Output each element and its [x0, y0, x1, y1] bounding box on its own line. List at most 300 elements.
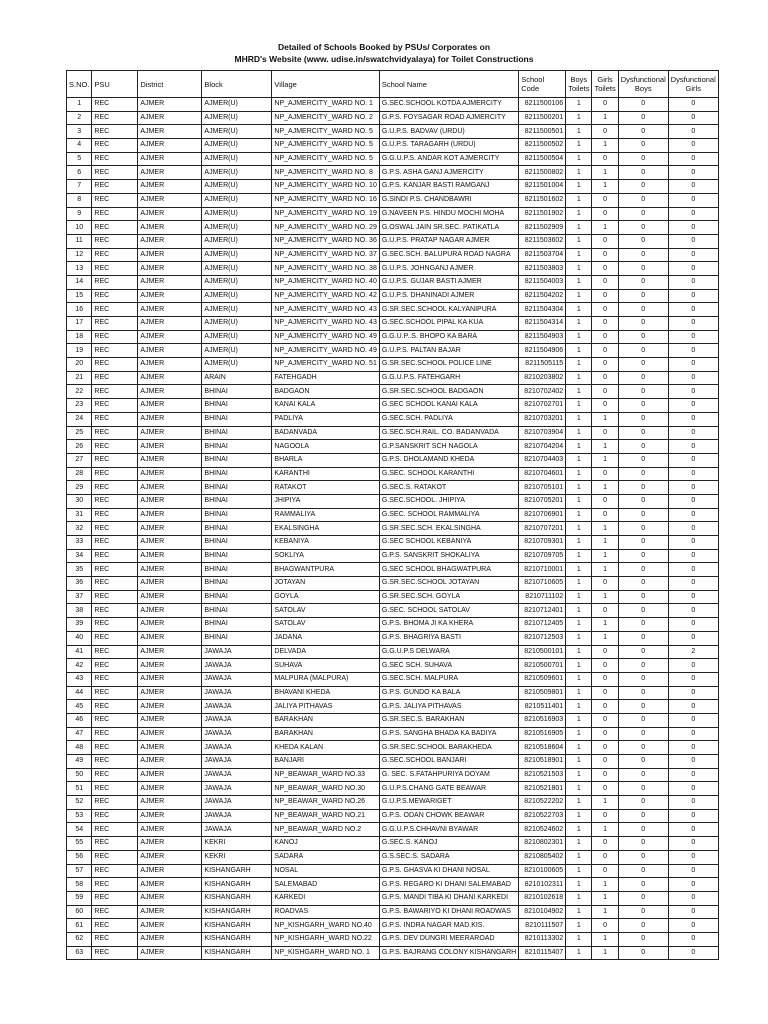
dysfunctional-girls-cell: 0 — [668, 152, 718, 166]
village-cell: NP_AJMERCITY_WARD NO. 5 — [272, 139, 379, 153]
school-name-cell: G.SR.SEC.SCHOOL POLICE LINE — [379, 358, 518, 372]
dysfunctional-girls-cell: 0 — [668, 604, 718, 618]
school-code-cell: 8210104902 — [519, 905, 566, 919]
dysfunctional-girls-cell: 0 — [668, 453, 718, 467]
sno-cell: 31 — [67, 508, 92, 522]
village-cell: NP_AJMERCITY_WARD NO. 42 — [272, 289, 379, 303]
boys-toilets-cell: 1 — [566, 919, 592, 933]
boys-toilets-cell: 1 — [566, 152, 592, 166]
girls-toilets-cell: 0 — [592, 508, 618, 522]
dysfunctional-boys-cell: 0 — [618, 549, 668, 563]
school-code-cell: 8211500502 — [519, 139, 566, 153]
district-cell: AJMER — [138, 221, 202, 235]
dysfunctional-girls-cell: 0 — [668, 905, 718, 919]
boys-toilets-cell: 1 — [566, 207, 592, 221]
boys-toilets-cell: 1 — [566, 467, 592, 481]
district-cell: AJMER — [138, 440, 202, 454]
block-cell: JAWAJA — [202, 686, 272, 700]
district-cell: AJMER — [138, 508, 202, 522]
table-header-row — [67, 71, 719, 98]
school-code-cell: 8210710001 — [519, 563, 566, 577]
school-name-cell: G.SEC. SCHOOL SATOLAV — [379, 604, 518, 618]
psu-cell: REC — [92, 796, 138, 810]
table-row — [67, 645, 719, 659]
dysfunctional-boys-cell: 0 — [618, 494, 668, 508]
girls-toilets-cell: 0 — [592, 207, 618, 221]
district-cell: AJMER — [138, 590, 202, 604]
sno-cell: 28 — [67, 467, 92, 481]
girls-toilets-cell: 1 — [592, 618, 618, 632]
table-row — [67, 234, 719, 248]
sno-cell: 51 — [67, 782, 92, 796]
block-cell: KISHANGARH — [202, 878, 272, 892]
col-header-school-name: School Name — [379, 71, 518, 98]
sno-cell: 9 — [67, 207, 92, 221]
girls-toilets-cell: 0 — [592, 768, 618, 782]
village-cell: SATOLAV — [272, 604, 379, 618]
table-row — [67, 782, 719, 796]
district-cell: AJMER — [138, 180, 202, 194]
block-cell: BHINAI — [202, 453, 272, 467]
school-code-cell: 8211503602 — [519, 234, 566, 248]
school-name-cell: G.SEC.SCH. MALPURA — [379, 672, 518, 686]
district-cell: AJMER — [138, 522, 202, 536]
school-code-cell: 8211504906 — [519, 344, 566, 358]
psu-cell: REC — [92, 221, 138, 235]
psu-cell: REC — [92, 453, 138, 467]
dysfunctional-girls-cell: 0 — [668, 672, 718, 686]
school-code-cell: 8211504003 — [519, 275, 566, 289]
boys-toilets-cell: 1 — [566, 98, 592, 112]
district-cell: AJMER — [138, 481, 202, 495]
dysfunctional-boys-cell: 0 — [618, 768, 668, 782]
school-name-cell: G.P.S. DEV DUNGRI MEERAROAD — [379, 932, 518, 946]
school-code-cell: 8210100605 — [519, 864, 566, 878]
school-code-cell: 8210509601 — [519, 672, 566, 686]
dysfunctional-boys-cell: 0 — [618, 139, 668, 153]
psu-cell: REC — [92, 494, 138, 508]
girls-toilets-cell: 0 — [592, 289, 618, 303]
psu-cell: REC — [92, 864, 138, 878]
psu-cell: REC — [92, 837, 138, 851]
village-cell: NP_KISHGARH_WARD NO. 1 — [272, 946, 379, 960]
district-cell: AJMER — [138, 604, 202, 618]
dysfunctional-boys-cell: 0 — [618, 467, 668, 481]
dysfunctional-boys-cell: 0 — [618, 891, 668, 905]
village-cell: NP_AJMERCITY_WARD NO. 49 — [272, 330, 379, 344]
table-row — [67, 522, 719, 536]
boys-toilets-cell: 1 — [566, 453, 592, 467]
girls-toilets-cell: 0 — [592, 371, 618, 385]
boys-toilets-cell: 1 — [566, 234, 592, 248]
school-name-cell: G.SEC.SCH. BALUPURA ROAD NAGRA — [379, 248, 518, 262]
block-cell: AJMER(U) — [202, 111, 272, 125]
district-cell: AJMER — [138, 303, 202, 317]
school-name-cell: G.SEC.SCH.RAIL. CO. BADANVADA — [379, 426, 518, 440]
dysfunctional-boys-cell: 0 — [618, 604, 668, 618]
district-cell: AJMER — [138, 878, 202, 892]
sno-cell: 17 — [67, 317, 92, 331]
school-code-cell: 8211500201 — [519, 111, 566, 125]
col-header-psu: PSU — [92, 71, 138, 98]
girls-toilets-cell: 0 — [592, 193, 618, 207]
village-cell: NP_AJMERCITY_WARD NO. 40 — [272, 275, 379, 289]
psu-cell: REC — [92, 672, 138, 686]
boys-toilets-cell: 1 — [566, 111, 592, 125]
dysfunctional-boys-cell: 0 — [618, 317, 668, 331]
dysfunctional-boys-cell: 0 — [618, 248, 668, 262]
block-cell: BHINAI — [202, 481, 272, 495]
district-cell: AJMER — [138, 358, 202, 372]
district-cell: AJMER — [138, 932, 202, 946]
sno-cell: 38 — [67, 604, 92, 618]
village-cell: JOTAYAN — [272, 577, 379, 591]
sno-cell: 61 — [67, 919, 92, 933]
school-code-cell: 8210518604 — [519, 741, 566, 755]
sno-cell: 12 — [67, 248, 92, 262]
dysfunctional-girls-cell: 0 — [668, 782, 718, 796]
village-cell: NP_AJMERCITY_WARD NO. 36 — [272, 234, 379, 248]
block-cell: BHINAI — [202, 604, 272, 618]
block-cell: ARAIN — [202, 371, 272, 385]
psu-cell: REC — [92, 481, 138, 495]
school-name-cell: G.SEC. SCHOOL RAMMALIYA — [379, 508, 518, 522]
sno-cell: 5 — [67, 152, 92, 166]
dysfunctional-boys-cell: 0 — [618, 672, 668, 686]
school-code-cell: 8211504202 — [519, 289, 566, 303]
psu-cell: REC — [92, 303, 138, 317]
block-cell: BHINAI — [202, 440, 272, 454]
school-name-cell: G.G.U.P.S DELWARA — [379, 645, 518, 659]
dysfunctional-boys-cell: 0 — [618, 823, 668, 837]
dysfunctional-girls-cell: 0 — [668, 111, 718, 125]
sno-cell: 40 — [67, 631, 92, 645]
dysfunctional-boys-cell: 0 — [618, 577, 668, 591]
district-cell: AJMER — [138, 234, 202, 248]
school-code-cell: 8211500504 — [519, 152, 566, 166]
boys-toilets-cell: 1 — [566, 563, 592, 577]
district-cell: AJMER — [138, 125, 202, 139]
village-cell: NP_AJMERCITY_WARD NO. 16 — [272, 193, 379, 207]
district-cell: AJMER — [138, 577, 202, 591]
block-cell: AJMER(U) — [202, 330, 272, 344]
boys-toilets-cell: 1 — [566, 932, 592, 946]
school-name-cell: G.P.S. ODAN CHOWK BEAWAR — [379, 809, 518, 823]
girls-toilets-cell: 0 — [592, 248, 618, 262]
psu-cell: REC — [92, 755, 138, 769]
district-cell: AJMER — [138, 371, 202, 385]
dysfunctional-girls-cell: 0 — [668, 248, 718, 262]
dysfunctional-girls-cell: 0 — [668, 796, 718, 810]
dysfunctional-boys-cell: 0 — [618, 152, 668, 166]
block-cell: KISHANGARH — [202, 946, 272, 960]
psu-cell: REC — [92, 344, 138, 358]
dysfunctional-boys-cell: 0 — [618, 440, 668, 454]
block-cell: JAWAJA — [202, 809, 272, 823]
girls-toilets-cell: 0 — [592, 234, 618, 248]
dysfunctional-boys-cell: 0 — [618, 700, 668, 714]
dysfunctional-girls-cell: 0 — [668, 946, 718, 960]
psu-cell: REC — [92, 180, 138, 194]
sno-cell: 45 — [67, 700, 92, 714]
school-name-cell: G. SEC. S.FATAHPURIYA DOYAM — [379, 768, 518, 782]
dysfunctional-girls-cell: 0 — [668, 919, 718, 933]
table-row — [67, 330, 719, 344]
school-name-cell: G.SEC.SCHOOL KOTDA AJMERCITY — [379, 98, 518, 112]
girls-toilets-cell: 0 — [592, 399, 618, 413]
dysfunctional-boys-cell: 0 — [618, 207, 668, 221]
school-code-cell: 8210805402 — [519, 850, 566, 864]
psu-cell: REC — [92, 549, 138, 563]
block-cell: JAWAJA — [202, 713, 272, 727]
school-code-cell: 8210516903 — [519, 713, 566, 727]
school-name-cell: G.NAVEEN P.S. HINDU MOCHI MOHA — [379, 207, 518, 221]
dysfunctional-boys-cell: 0 — [618, 399, 668, 413]
dysfunctional-boys-cell: 0 — [618, 659, 668, 673]
boys-toilets-cell: 1 — [566, 700, 592, 714]
district-cell: AJMER — [138, 139, 202, 153]
school-name-cell: G.SR.SEC.SCH. EKALSINGHA — [379, 522, 518, 536]
psu-cell: REC — [92, 850, 138, 864]
boys-toilets-cell: 1 — [566, 522, 592, 536]
girls-toilets-cell: 1 — [592, 932, 618, 946]
village-cell: BADGAON — [272, 385, 379, 399]
school-code-cell: 8210702701 — [519, 399, 566, 413]
block-cell: JAWAJA — [202, 645, 272, 659]
psu-cell: REC — [92, 330, 138, 344]
girls-toilets-cell: 0 — [592, 672, 618, 686]
psu-cell: REC — [92, 385, 138, 399]
dysfunctional-boys-cell: 0 — [618, 809, 668, 823]
sno-cell: 59 — [67, 891, 92, 905]
sno-cell: 2 — [67, 111, 92, 125]
table-row — [67, 426, 719, 440]
school-code-cell: 8210102618 — [519, 891, 566, 905]
school-name-cell: G.SR.SEC.SCHOOL BARAKHEDA — [379, 741, 518, 755]
district-cell: AJMER — [138, 823, 202, 837]
village-cell: GOYLA — [272, 590, 379, 604]
table-row — [67, 850, 719, 864]
school-code-cell: 8210115407 — [519, 946, 566, 960]
dysfunctional-girls-cell: 0 — [668, 850, 718, 864]
col-header-girls-toilets: Girls Toilets — [592, 71, 618, 98]
district-cell: AJMER — [138, 536, 202, 550]
school-code-cell: 8210707201 — [519, 522, 566, 536]
psu-cell: REC — [92, 98, 138, 112]
school-name-cell: G.G.U.P.S. ANDAR KOT AJMERCITY — [379, 152, 518, 166]
sno-cell: 34 — [67, 549, 92, 563]
boys-toilets-cell: 1 — [566, 125, 592, 139]
village-cell: KARANTHI — [272, 467, 379, 481]
girls-toilets-cell: 1 — [592, 631, 618, 645]
table-row — [67, 946, 719, 960]
school-name-cell: G.P.S. INDRA NAGAR MAD.KIS. — [379, 919, 518, 933]
boys-toilets-cell: 1 — [566, 221, 592, 235]
school-code-cell: 8210703201 — [519, 412, 566, 426]
school-code-cell: 8210521503 — [519, 768, 566, 782]
village-cell: EKALSINGHA — [272, 522, 379, 536]
village-cell: RATAKOT — [272, 481, 379, 495]
dysfunctional-boys-cell: 0 — [618, 755, 668, 769]
village-cell: SOKLIYA — [272, 549, 379, 563]
girls-toilets-cell: 1 — [592, 590, 618, 604]
sno-cell: 14 — [67, 275, 92, 289]
table-row — [67, 358, 719, 372]
school-code-cell: 8210712401 — [519, 604, 566, 618]
village-cell: BHAGWANTPURA — [272, 563, 379, 577]
dysfunctional-girls-cell: 0 — [668, 741, 718, 755]
dysfunctional-boys-cell: 0 — [618, 590, 668, 604]
school-code-cell: 8210102311 — [519, 878, 566, 892]
girls-toilets-cell: 0 — [592, 330, 618, 344]
school-code-cell: 8210704204 — [519, 440, 566, 454]
district-cell: AJMER — [138, 809, 202, 823]
block-cell: BHINAI — [202, 563, 272, 577]
district-cell: AJMER — [138, 727, 202, 741]
table-row — [67, 303, 719, 317]
village-cell: RAMMALIYA — [272, 508, 379, 522]
psu-cell: REC — [92, 741, 138, 755]
dysfunctional-girls-cell: 0 — [668, 467, 718, 481]
table-row — [67, 809, 719, 823]
girls-toilets-cell: 0 — [592, 686, 618, 700]
table-row — [67, 508, 719, 522]
village-cell: NP_BEAWAR_WARD NO.2 — [272, 823, 379, 837]
dysfunctional-girls-cell: 0 — [668, 686, 718, 700]
dysfunctional-girls-cell: 0 — [668, 234, 718, 248]
village-cell: JADANA — [272, 631, 379, 645]
school-code-cell: 8210522703 — [519, 809, 566, 823]
girls-toilets-cell: 0 — [592, 275, 618, 289]
school-code-cell: 8210518901 — [519, 755, 566, 769]
psu-cell: REC — [92, 809, 138, 823]
dysfunctional-boys-cell: 0 — [618, 905, 668, 919]
block-cell: BHINAI — [202, 399, 272, 413]
school-code-cell: 8210524602 — [519, 823, 566, 837]
col-header-sno: S.NO. — [67, 71, 92, 98]
sno-cell: 21 — [67, 371, 92, 385]
block-cell: JAWAJA — [202, 782, 272, 796]
school-name-cell: G.P.S. REGARO KI DHANI SALEMABAD — [379, 878, 518, 892]
school-name-cell: G.P.S. DHOLAMAND KHEDA — [379, 453, 518, 467]
girls-toilets-cell: 1 — [592, 891, 618, 905]
district-cell: AJMER — [138, 412, 202, 426]
col-header-boys-toilets: Boys Toilets — [566, 71, 592, 98]
block-cell: AJMER(U) — [202, 98, 272, 112]
dysfunctional-girls-cell: 0 — [668, 440, 718, 454]
sno-cell: 29 — [67, 481, 92, 495]
boys-toilets-cell: 1 — [566, 864, 592, 878]
girls-toilets-cell: 1 — [592, 823, 618, 837]
table-row — [67, 481, 719, 495]
girls-toilets-cell: 1 — [592, 796, 618, 810]
dysfunctional-boys-cell: 0 — [618, 919, 668, 933]
dysfunctional-boys-cell: 0 — [618, 330, 668, 344]
school-name-cell: G.U.P.S. PRATAP NAGAR AJMER — [379, 234, 518, 248]
school-name-cell: G.SEC.SCHOOL PIPAL KA KUA — [379, 317, 518, 331]
dysfunctional-girls-cell: 0 — [668, 166, 718, 180]
block-cell: AJMER(U) — [202, 303, 272, 317]
table-row — [67, 139, 719, 153]
school-code-cell: 8211500501 — [519, 125, 566, 139]
village-cell: ROADVAS — [272, 905, 379, 919]
school-name-cell: G.U.P.S. TARAGARH (URDU) — [379, 139, 518, 153]
block-cell: AJMER(U) — [202, 262, 272, 276]
boys-toilets-cell: 1 — [566, 494, 592, 508]
block-cell: KEKRI — [202, 850, 272, 864]
table-row — [67, 905, 719, 919]
school-name-cell: G.G.U.P..S. BHOPO KA BARA — [379, 330, 518, 344]
girls-toilets-cell: 0 — [592, 577, 618, 591]
psu-cell: REC — [92, 590, 138, 604]
sno-cell: 16 — [67, 303, 92, 317]
school-name-cell: G.SR.SEC.SCHOOL BADGAON — [379, 385, 518, 399]
village-cell: BHAVANI KHEDA — [272, 686, 379, 700]
block-cell: AJMER(U) — [202, 166, 272, 180]
block-cell: JAWAJA — [202, 768, 272, 782]
dysfunctional-girls-cell: 0 — [668, 727, 718, 741]
sno-cell: 22 — [67, 385, 92, 399]
boys-toilets-cell: 1 — [566, 330, 592, 344]
school-name-cell: G.OSWAL JAIN SR.SEC. PATIKATLA — [379, 221, 518, 235]
sno-cell: 47 — [67, 727, 92, 741]
psu-cell: REC — [92, 248, 138, 262]
district-cell: AJMER — [138, 111, 202, 125]
table-row — [67, 796, 719, 810]
block-cell: BHINAI — [202, 577, 272, 591]
school-code-cell: 8211502909 — [519, 221, 566, 235]
dysfunctional-girls-cell: 0 — [668, 878, 718, 892]
block-cell: AJMER(U) — [202, 317, 272, 331]
sno-cell: 13 — [67, 262, 92, 276]
school-name-cell: G.SEC SCHOOL BHAGWATPURA — [379, 563, 518, 577]
dysfunctional-girls-cell: 0 — [668, 809, 718, 823]
district-cell: AJMER — [138, 755, 202, 769]
girls-toilets-cell: 0 — [592, 262, 618, 276]
boys-toilets-cell: 1 — [566, 426, 592, 440]
block-cell: AJMER(U) — [202, 139, 272, 153]
psu-cell: REC — [92, 946, 138, 960]
col-header-district: District — [138, 71, 202, 98]
boys-toilets-cell: 1 — [566, 837, 592, 851]
school-code-cell: 8210711102 — [519, 590, 566, 604]
girls-toilets-cell: 1 — [592, 221, 618, 235]
psu-cell: REC — [92, 536, 138, 550]
dysfunctional-boys-cell: 0 — [618, 125, 668, 139]
district-cell: AJMER — [138, 796, 202, 810]
dysfunctional-boys-cell: 0 — [618, 453, 668, 467]
boys-toilets-cell: 1 — [566, 536, 592, 550]
school-name-cell: G.G.U.P.S.CHHAVNI BYAWAR — [379, 823, 518, 837]
girls-toilets-cell: 0 — [592, 919, 618, 933]
dysfunctional-boys-cell: 0 — [618, 686, 668, 700]
dysfunctional-boys-cell: 0 — [618, 522, 668, 536]
psu-cell: REC — [92, 905, 138, 919]
table-row — [67, 741, 719, 755]
block-cell: KISHANGARH — [202, 891, 272, 905]
girls-toilets-cell: 0 — [592, 385, 618, 399]
school-name-cell: G.P.S. SANSKRIT SHOKALIYA — [379, 549, 518, 563]
village-cell: NP_AJMERCITY_WARD NO. 19 — [272, 207, 379, 221]
col-header-dysfunctional-girls: Dysfunctional Girls — [668, 71, 718, 98]
school-name-cell: G.P.S. SANGHA BHADA KA BADIYA — [379, 727, 518, 741]
school-name-cell: G.P.S. BHAGRIYA BASTI — [379, 631, 518, 645]
school-code-cell: 8210709705 — [519, 549, 566, 563]
psu-cell: REC — [92, 522, 138, 536]
dysfunctional-girls-cell: 0 — [668, 549, 718, 563]
table-row — [67, 166, 719, 180]
school-name-cell: G.SEC SCHOOL KEBANIYA — [379, 536, 518, 550]
